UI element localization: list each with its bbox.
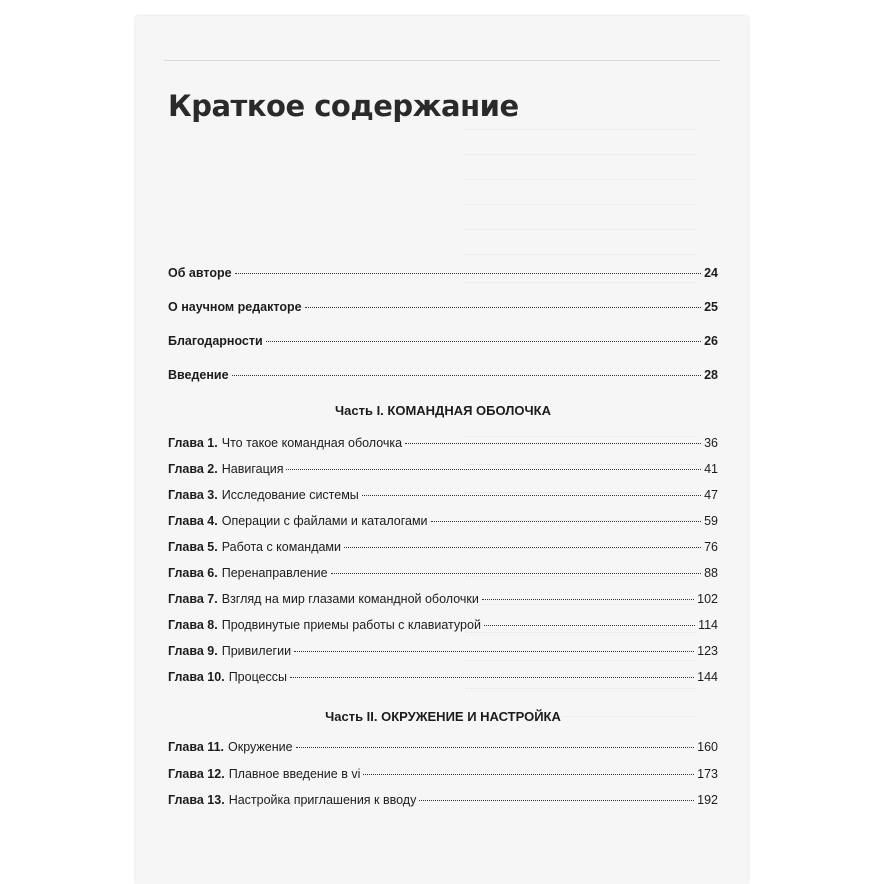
toc-entry-chapter[interactable]: Глава 2. Навигация 41: [168, 462, 718, 476]
page-title: Краткое содержание: [168, 89, 519, 123]
toc-entry-about-editor[interactable]: О научном редакторе 25: [168, 300, 718, 314]
part-2-heading: Часть II. ОКРУЖЕНИЕ И НАСТРОЙКА: [325, 709, 561, 724]
toc-entry-chapter[interactable]: Глава 1. Что такое командная оболочка 36: [168, 436, 718, 450]
header-rule: [164, 60, 720, 61]
toc-entry-chapter[interactable]: Глава 11. Окружение 160: [168, 740, 718, 754]
toc-entry-chapter[interactable]: Глава 3. Исследование системы 47: [168, 488, 718, 502]
part-1-heading: Часть I. КОМАНДНАЯ ОБОЛОЧКА: [335, 403, 551, 418]
toc-entry-chapter[interactable]: Глава 7. Взгляд на мир глазами командной оболочки 102: [168, 592, 718, 606]
toc-entry-chapter[interactable]: Глава 9. Привилегии 123: [168, 644, 718, 658]
toc-entry-introduction[interactable]: Введение 28: [168, 368, 718, 382]
toc-entry-chapter[interactable]: Глава 5. Работа с командами 76: [168, 540, 718, 554]
toc-entry-chapter[interactable]: Глава 12. Плавное введение в vi 173: [168, 767, 718, 781]
toc-entry-chapter[interactable]: Глава 13. Настройка приглашения к вводу 192: [168, 793, 718, 807]
book-page: [136, 16, 748, 884]
toc-entry-acknowledgements[interactable]: Благодарности 26: [168, 334, 718, 348]
toc-entry-chapter[interactable]: Глава 6. Перенаправление 88: [168, 566, 718, 580]
toc-entry-chapter[interactable]: Глава 10. Процессы 144: [168, 670, 718, 684]
toc-entry-chapter[interactable]: Глава 4. Операции с файлами и каталогами 59: [168, 514, 718, 528]
toc-entry-about-author[interactable]: Об авторе 24: [168, 266, 718, 280]
toc-entry-chapter[interactable]: Глава 8. Продвинутые приемы работы с клавиатурой 114: [168, 618, 718, 632]
